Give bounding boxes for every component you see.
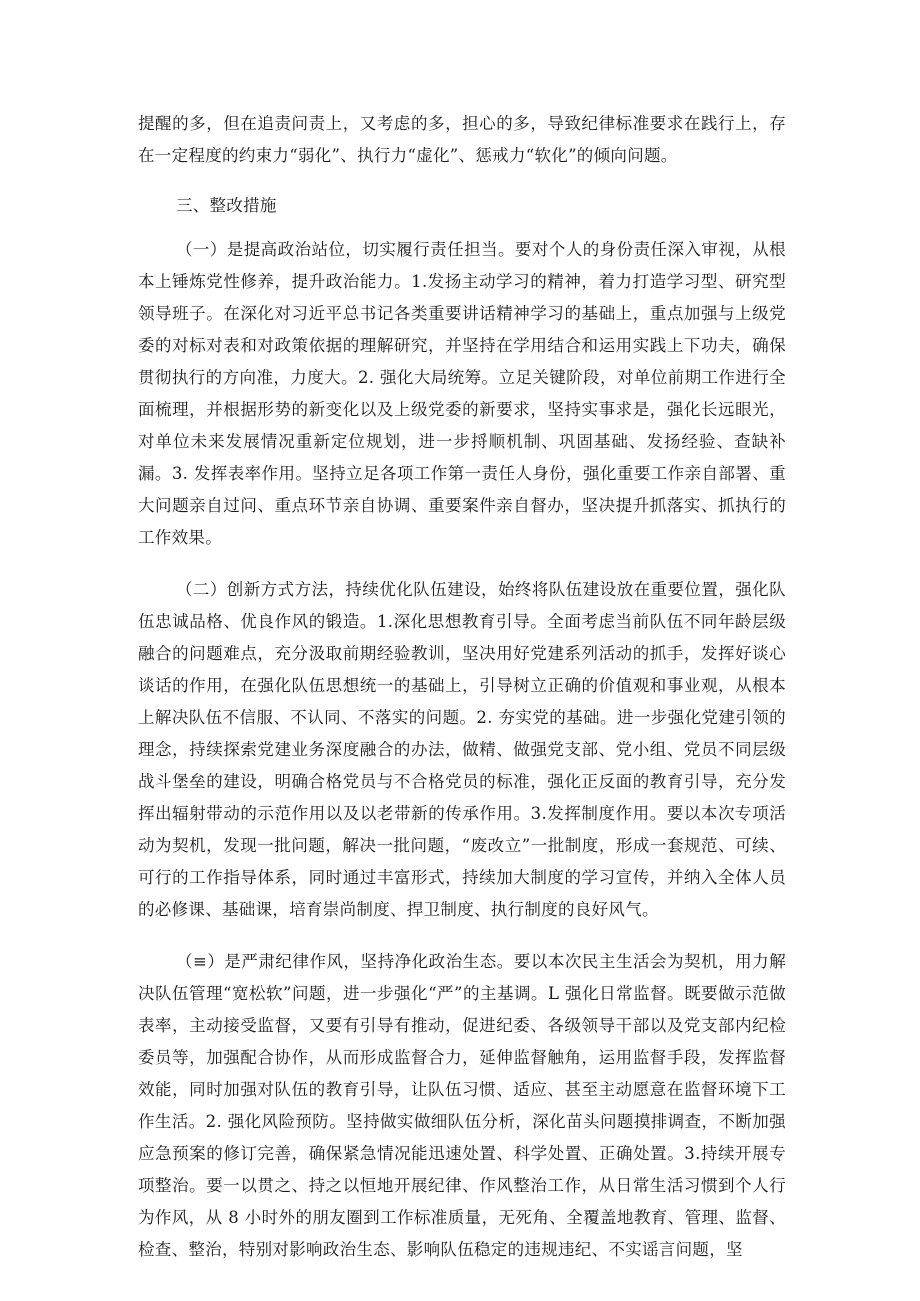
paragraph-measure-2: （二）创新方式方法，持续优化队伍建设，始终将队伍建设放在重要位置，强化队伍忠诚品格、优良作风的锻造。1.深化思想教育引导。全面考虑当前队伍不同年龄层级融合的问题难点，充分汲取前期经验教训，坚决用好党建系列活动的抓手，发挥好谈心谈话的作用，在强化队伍思想统一的基础上，引导树立正确的价值观和事业观，从根本上解决队伍不信服、不认同、不落实的问题。2. 夯实党的基础。进一步强化党建引领的理念，持续探索党建业务深度融合的办法，做精、做强党支部、党小组、党员不同层级战斗堡垒的建设，明确合格党员与不合格党员的标准，强化正反面的教育引导，充分发挥出辐射带动的示范作用以及以老带新的传承作用。3.发挥制度作用。要以本次专项活动为契机，发现一批问题，解决一批问题，“废改立”一批制度，形成一套规范、可续、可行的工作指导体系，同时通过丰富形式，持续加大制度的学习宣传，并纳入全体人员的必修课、基础课，培育崇尚制度、捍卫制度、执行制度的良好风气。 <box>138 580 786 919</box>
paragraph-measure-3: （≡）是严肃纪律作风，坚持净化政治生态。要以本次民主生活会为契机，用力解决队伍管理“宽松软”问题，进一步强化“严”的主基调。L 强化日常监督。既要做示范做表率，主动接受监督，又要有引导有推动，促进纪委、各级领导干部以及党支部内纪检委员等，加强配合协作，从而形成监督合力，延伸监督触角，运用监督手段，发挥监督效能，同时加强对队伍的教育引导，让队伍习惯、适应、甚至主动愿意在监督环境下工作生活。2. 强化风险预防。坚持做实做细队伍分析，深化苗头问题摸排调查，不断加强应急预案的修订完善，确保紧急情况能迅速处置、科学处置、正确处置。3.持续开展专项整治。要一以贯之、持之以恒地开展纪律、作风整治工作，从日常生活习惯到个人行为作风，从 8 小时外的朋友圈到工作标准质量，无死角、全覆盖地教育、管理、监督、检查、整治，特别对影响政治生态、影响队伍稳定的违规违纪、不实谣言问题，坚 <box>138 952 786 1259</box>
paragraph-measure-1: （一）是提高政治站位，切实履行责任担当。要对个人的身份责任深入审视，从根本上锤炼党性修养，提升政治能力。1.发扬主动学习的精神，着力打造学习型、研究型领导班子。在深化对习近平总书记各类重要讲话精神学习的基础上，重点加强与上级党委的对标对表和对政策依据的理解研究，并坚持在学用结合和运用实践上下功夫，确保贯彻执行的方向准，力度大。2. 强化大局统筹。立足关键阶段，对单位前期工作进行全面梳理，并根据形势的新变化以及上级党委的新要求，坚持实事求是，强化长远眼光，对单位未来发展情况重新定位规划，进一步捋顺机制、巩固基础、发扬经验、查缺补漏。3. 发挥表率作用。坚持立足各项工作第一责任人身份，强化重要工作亲自部署、重大问题亲自过问、重点环节亲自协调、重要案件亲自督办，坚决提升抓落实、抓执行的工作效果。 <box>138 240 786 547</box>
paragraph-continuation: 提醒的多，但在追责问责上，又考虑的多，担心的多，导致纪律标准要求在践行上，存在一定程度的约束力“弱化”、执行力“虚化”、惩戒力“软化”的倾向问题。 <box>138 114 786 165</box>
document-page <box>138 108 786 1266</box>
section-heading-rectification: 三、整改措施 <box>175 196 277 215</box>
